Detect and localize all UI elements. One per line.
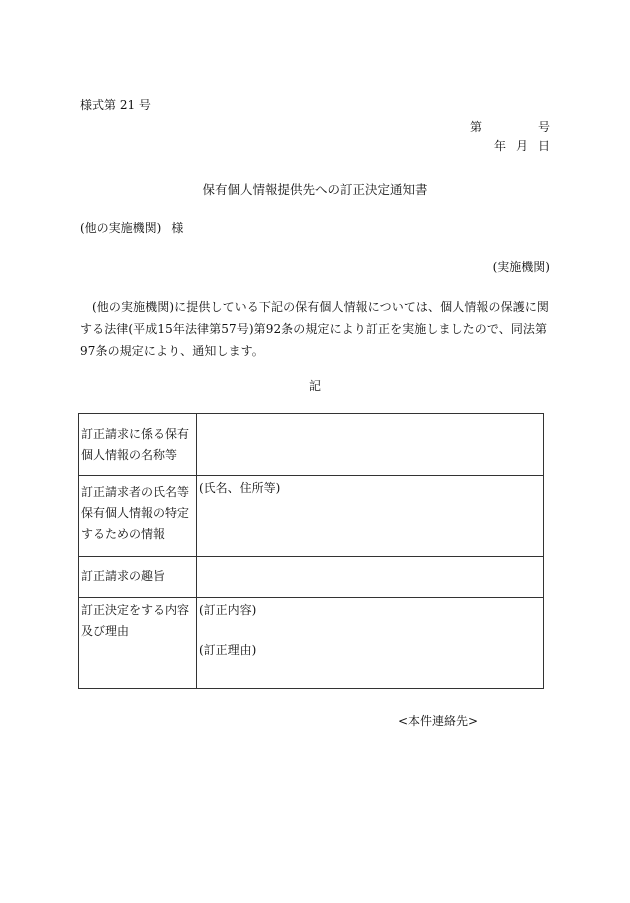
row-label: 訂正請求の趣旨 <box>79 557 197 598</box>
addressee-name: (他の実施機関) <box>80 221 162 235</box>
date-day: 日 <box>537 139 550 153</box>
document-date <box>494 137 550 154</box>
doc-number-suffix: 号 <box>537 120 550 134</box>
table-row <box>79 557 544 598</box>
row-value <box>197 557 544 598</box>
row-label: 訂正請求者の氏名等保有個人情報の特定するための情報 <box>79 476 197 557</box>
document-number <box>470 118 550 135</box>
form-number: 様式第 21 号 <box>80 98 151 112</box>
row-value <box>197 598 544 689</box>
row-value-text: (氏名、住所等) <box>199 481 281 495</box>
contact-heading: <本件連絡先> <box>398 714 479 728</box>
sender: (実施機関) <box>492 260 550 274</box>
table-row <box>79 414 544 476</box>
row-value <box>197 476 544 557</box>
row-label: 訂正請求に係る保有個人情報の名称等 <box>79 414 197 476</box>
table-row <box>79 476 544 557</box>
row-label: 訂正決定をする内容及び理由 <box>79 598 197 689</box>
row-value <box>197 414 544 476</box>
info-table <box>78 413 544 689</box>
date-month: 月 <box>515 139 528 153</box>
row-value-text-2: (訂正理由) <box>199 643 257 657</box>
addressee-honorific: 様 <box>171 221 184 235</box>
date-year: 年 <box>493 139 506 153</box>
body-text: (他の実施機関)に提供している下記の保有個人情報については、個人情報の保護に関する法律(平成15年法律第57号)第92条の規定により訂正を実施しましたので、同法第97条の規定により、通知します。 <box>80 300 550 358</box>
ki-heading: 記 <box>308 379 321 393</box>
table-row <box>79 598 544 689</box>
document-title: 保有個人情報提供先への訂正決定通知書 <box>202 182 428 197</box>
row-value-text: (訂正内容) <box>199 603 257 617</box>
addressee <box>80 219 183 236</box>
doc-number-prefix: 第 <box>469 120 482 134</box>
